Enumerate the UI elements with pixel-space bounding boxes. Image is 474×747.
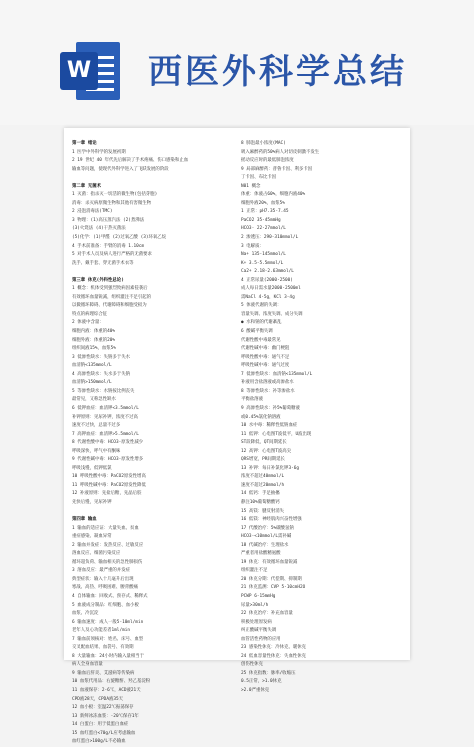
document-line: 细胞内液：体重的40% bbox=[72, 329, 116, 335]
document-line: (5)化学：(1)甲醛 (2)过氧乙酸 (3)环氧乙烷 bbox=[72, 235, 167, 241]
document-line: 16 低镁：神经肌肉兴奋性增强 bbox=[241, 517, 302, 523]
document-line: 代谢性酸中毒最常见 bbox=[241, 337, 281, 343]
document-line: Na+ 135-145mmol/L bbox=[241, 252, 286, 258]
document-line: 第三章 休克(外科性总论) bbox=[72, 277, 124, 283]
word-document-icon bbox=[60, 38, 122, 104]
document-line: 以微循环障碍、代谢障碍和细胞受损为 bbox=[72, 303, 147, 309]
document-line: 3 溶血反应：最严重的并发症 bbox=[72, 568, 130, 574]
document-line: 积极处理原发病 bbox=[241, 619, 272, 625]
document-line: 严重者用盐酸精氨酸 bbox=[241, 551, 281, 557]
document-line: 7 输血前须核对：姓名、床号、血型 bbox=[72, 636, 144, 642]
document-line: 速度不过快，总量不过多 bbox=[72, 423, 121, 429]
logo-letter: W bbox=[60, 52, 98, 90]
document-line: 有效循环血量锐减，组织灌注不足引起的 bbox=[72, 294, 152, 300]
document-line: 10 水中毒：稀释性低钠血症 bbox=[241, 423, 298, 429]
document-line: 7 高钾血症：血清钾>5.5mmol/L bbox=[72, 431, 139, 437]
document-line: 1 医学中外科学的发展初期 bbox=[72, 149, 126, 155]
document-line: 血清钠<135mmol/L bbox=[72, 363, 112, 369]
document-line: 6 酸碱平衡失调 bbox=[241, 329, 273, 335]
document-line: (3)火烧法 (4)干热灭菌法 bbox=[72, 226, 126, 232]
document-line: 体重：体液占60%，细胞内液40% bbox=[241, 192, 306, 198]
document-line: 1 正常：pH7.35-7.45 bbox=[241, 209, 289, 215]
document-line: ST段降低，QT间期延长 bbox=[241, 440, 287, 446]
document-line: 老年人及心功能差者1ml/min bbox=[72, 628, 131, 634]
document-line: Ca2+ 2.18-2.63mmol/L bbox=[241, 269, 294, 275]
document-line: K+ 3.5-5.5mmol/L bbox=[241, 260, 284, 266]
document-line: 5 体液代谢的失调： bbox=[241, 303, 282, 309]
document-line: PCWP 6-15mmHg bbox=[241, 593, 276, 599]
document-line: CPD液28天，CPDA液35天 bbox=[72, 696, 124, 702]
document-line: 13 补钾：每日补氯化钾3-6g bbox=[241, 465, 300, 471]
document-line: 尿量>30ml/h bbox=[241, 602, 269, 608]
document-line: 9 高渗性缺水：补5%葡萄糖液 bbox=[241, 405, 300, 411]
document-line: >2.0严重休克 bbox=[241, 688, 270, 693]
document-line: 呼吸深快，呼气中有酮味 bbox=[72, 448, 121, 454]
document-line: 9 输血后肝炎、艾滋病等传染病 bbox=[72, 670, 135, 676]
document-line: 1 输血的适应证：大量失血、贫血 bbox=[72, 525, 139, 531]
document-line: PaCO2 35-45mmHg bbox=[241, 217, 281, 223]
document-line: 4 高渗性缺水：失水多于失钠 bbox=[72, 371, 130, 377]
document-line: 平衡盐溶液 bbox=[241, 397, 263, 403]
document-line: 15 血红蛋白<70g/L应考虑输血 bbox=[72, 730, 136, 736]
document-line: ● 水和钠的代谢紊乱 bbox=[241, 320, 282, 326]
document-line: 4 正常尿量(2000-2500) bbox=[241, 277, 293, 283]
document-line: 4 手术前准备：手臂的消毒 1.10cm bbox=[72, 243, 145, 249]
document-line: 补液用含盐溶液或高渗盐水 bbox=[241, 380, 294, 386]
page-title: 西医外科学总结 bbox=[148, 52, 407, 92]
document-line: 7 低渗性缺水：血清钠<135mmol/L bbox=[241, 371, 313, 377]
document-line: 创伤性休克 bbox=[241, 662, 263, 668]
document-line: 22 休克治疗：补充血容量 bbox=[241, 611, 293, 617]
document-line: 11 血液保存：2-6℃，ACD液21天 bbox=[72, 688, 141, 693]
document-line: 寒战、高热、呼吸困难、腰背酸痛 bbox=[72, 585, 138, 591]
document-line: 10 血浆代用品：右旋糖酐、羟乙基淀粉 bbox=[72, 679, 151, 685]
document-line: 丁卡因、布比卡因 bbox=[241, 175, 277, 181]
document-line: 18 代碱治疗：生理盐水 bbox=[241, 542, 289, 548]
document-line: 速度不超过20mmol/h bbox=[241, 482, 285, 488]
document-line: 11 呼吸性碱中毒：PaCO2原发性降低 bbox=[72, 482, 146, 488]
document-line: 8 肺泡最小浓度(MAC) bbox=[241, 141, 286, 146]
document-line: 细胞外液：体重的20% bbox=[72, 337, 116, 343]
document-line bbox=[72, 508, 235, 517]
document-line: 吸入麻醉药的50%病人对切皮刺激不发生 bbox=[241, 149, 320, 155]
document-line: 浓度不超过40mmol/L bbox=[241, 474, 285, 480]
document-line: 24 低血容量性休克：失血性休克 bbox=[241, 653, 307, 659]
document-line: 呼吸浅慢，低钾低氯 bbox=[72, 465, 112, 471]
document-line: 代谢性碱中毒：幽门梗阻 bbox=[241, 346, 290, 352]
document-line: 8 大量输血：24小时内输入量相当于 bbox=[72, 653, 145, 659]
document-line: 静注10%葡萄糖酸钙 bbox=[241, 499, 280, 505]
document-line: 4 自体输血：回收式、预存式、稀释式 bbox=[72, 593, 148, 599]
document-line: 3 电解质： bbox=[241, 243, 264, 249]
document-line: 12 补液原则：先盐后糖，先晶后胶 bbox=[72, 491, 142, 497]
document-line: 成人每日需水量2000-2500ml bbox=[241, 286, 301, 292]
document-left-column bbox=[72, 140, 235, 747]
document-line: 第二章 无菌术 bbox=[72, 183, 101, 189]
document-line: 14 低钙：手足抽搐 bbox=[241, 491, 280, 497]
document-line: 溶血反应、细菌污染反应 bbox=[72, 551, 121, 557]
document-line: 细胞外液20%，血浆5% bbox=[241, 200, 285, 206]
document-line: 纠正酸碱平衡失调 bbox=[241, 628, 277, 634]
document-line: 或0.45%氯化钠溶液 bbox=[241, 414, 281, 420]
document-line: 5 血液成分制品：红细胞、血小板 bbox=[72, 602, 139, 608]
document-line: 最常见，又称急性缺水 bbox=[72, 397, 116, 403]
document-line: 2 浸泡消毒法(TMC) bbox=[72, 209, 113, 215]
document-line: 典型症状：输入十几毫升后出现 bbox=[72, 576, 134, 582]
document-line: 组织间液15%，血浆5% bbox=[72, 346, 116, 352]
document-line: 消毒：杀灭病原微生物和其他有害微生物 bbox=[72, 200, 152, 206]
document-line: QRS增宽，PR间期延长 bbox=[241, 457, 285, 463]
document-line: 补钾原则：见尿补钾，浓度不过高 bbox=[72, 414, 138, 420]
document-line: 12 高钾：心电图T波高尖 bbox=[241, 448, 292, 454]
document-line: 血浆、冷沉淀 bbox=[72, 611, 99, 617]
document-line: 8 代谢性酸中毒：HCO3-原发性减少 bbox=[72, 440, 144, 446]
document-line: 19 休克：有效循环血量锐减 bbox=[241, 559, 298, 565]
page-header bbox=[0, 0, 474, 125]
document-line: 5 等渗性缺水：水钠按比例丧失 bbox=[72, 388, 135, 394]
document-line: 第四章 输血 bbox=[72, 517, 97, 523]
document-line: 交叉配血结果、血袋号、有效期 bbox=[72, 645, 134, 651]
document-line: 15 高镁：腱反射消失 bbox=[241, 508, 285, 514]
document-line: 17 代酸治疗：5%碳酸氢钠 bbox=[241, 525, 294, 531]
document-line: 0.5正常，>1.0休克 bbox=[241, 679, 282, 685]
document-line: 2 输血并发症：发热反应、过敏反应 bbox=[72, 542, 144, 548]
document-line: 2 渗透压：290-310mmol/L bbox=[241, 235, 299, 241]
document-line: 第一章 绪论 bbox=[72, 141, 97, 146]
document-line: 3 物理：(1)高压蒸汽法 (2)煮沸法 bbox=[72, 217, 145, 223]
document-line: 9 局部麻醉药：普鲁卡因、利多卡因 bbox=[241, 166, 313, 172]
document-line: 11 低钾：心电图T波低平，U波出现 bbox=[241, 431, 312, 437]
document-line: 血管活性药物的应用 bbox=[241, 636, 281, 642]
document-line: 输血等问题，使现代外科学进入了飞跃发展的阶段 bbox=[72, 166, 169, 172]
document-line: 呼吸性酸中毒：通气不足 bbox=[241, 354, 290, 360]
document-line: 摇动反应时的最低肺泡浓度 bbox=[241, 158, 294, 164]
document-line: 2 19 世纪 40 年代先后解决了手术疼痛、伤口感染和止血 bbox=[72, 158, 188, 164]
document-right-column bbox=[241, 140, 404, 696]
document-line: 容量失调、浓度失调、成分失调 bbox=[241, 311, 303, 317]
document-preview[interactable] bbox=[64, 128, 410, 745]
document-line bbox=[72, 268, 235, 277]
document-line: HCO3- 22-27mmol/L bbox=[241, 226, 286, 232]
document-line: 9 代谢性碱中毒：HCO3-原发性增多 bbox=[72, 457, 144, 463]
document-line: 3 低渗性缺水：失钠多于失水 bbox=[72, 354, 130, 360]
document-line: 10 呼吸性酸中毒：PaCO2原发性增高 bbox=[72, 474, 146, 480]
document-line bbox=[72, 174, 235, 183]
document-line: 8 等渗性缺水：补等渗盐水 bbox=[241, 388, 295, 394]
document-line: 重症感染、凝血异常 bbox=[72, 534, 112, 540]
document-line: 循环超负荷、输血相关的急性肺损伤 bbox=[72, 559, 143, 565]
document-line: 组织灌注不足 bbox=[241, 568, 268, 574]
document-line: 先快后慢，见尿补钾 bbox=[72, 499, 112, 505]
document-line: 6 输血速度：成人一般5-10ml/min bbox=[72, 619, 144, 625]
document-line: 21 休克监测：CVP 5-10cmH2O bbox=[241, 585, 306, 591]
document-line: 病人全身血容量 bbox=[72, 662, 103, 668]
document-line: 需NaCl 4-5g，KCl 3-4g bbox=[241, 294, 295, 300]
document-line: 23 感染性休克：冷休克、暖休克 bbox=[241, 645, 307, 651]
document-line: 20 休克分期：代偿期、抑制期 bbox=[241, 576, 302, 582]
document-line: 13 新鲜冰冻血浆：-20℃保存1年 bbox=[72, 713, 139, 719]
document-line: 血红蛋白>100g/L不必输血 bbox=[72, 739, 126, 745]
document-line: 血清钠>150mmol/L bbox=[72, 380, 112, 386]
document-line: 呼吸性碱中毒：通气过度 bbox=[241, 363, 290, 369]
document-line: 特点的病理综合征 bbox=[72, 311, 108, 317]
document-line: 洗手、戴手套、穿无菌手术衣等 bbox=[72, 260, 134, 266]
document-line: 1 概念：机体受到强烈致病因素侵袭后 bbox=[72, 286, 148, 292]
document-line: 2 体液中含量： bbox=[72, 320, 104, 326]
document-line: 6 低钾血症：血清钾<3.5mmol/L bbox=[72, 405, 139, 411]
document-line: 14 白蛋白：用于低蛋白血症 bbox=[72, 722, 129, 728]
document-line: N01 概念 bbox=[241, 183, 261, 189]
document-line: 1 灭菌：指杀灭一切活的微生物(包括芽胞) bbox=[72, 192, 158, 198]
document-line: 25 休克指数：脉率/收缩压 bbox=[241, 670, 296, 676]
document-line: 12 血小板：室温22℃振荡保存 bbox=[72, 705, 134, 711]
document-line: HCO3-<10mmol/L需补碱 bbox=[241, 534, 292, 540]
document-line: 5 对手术人员及病人进行严格的无菌要求 bbox=[72, 252, 152, 258]
